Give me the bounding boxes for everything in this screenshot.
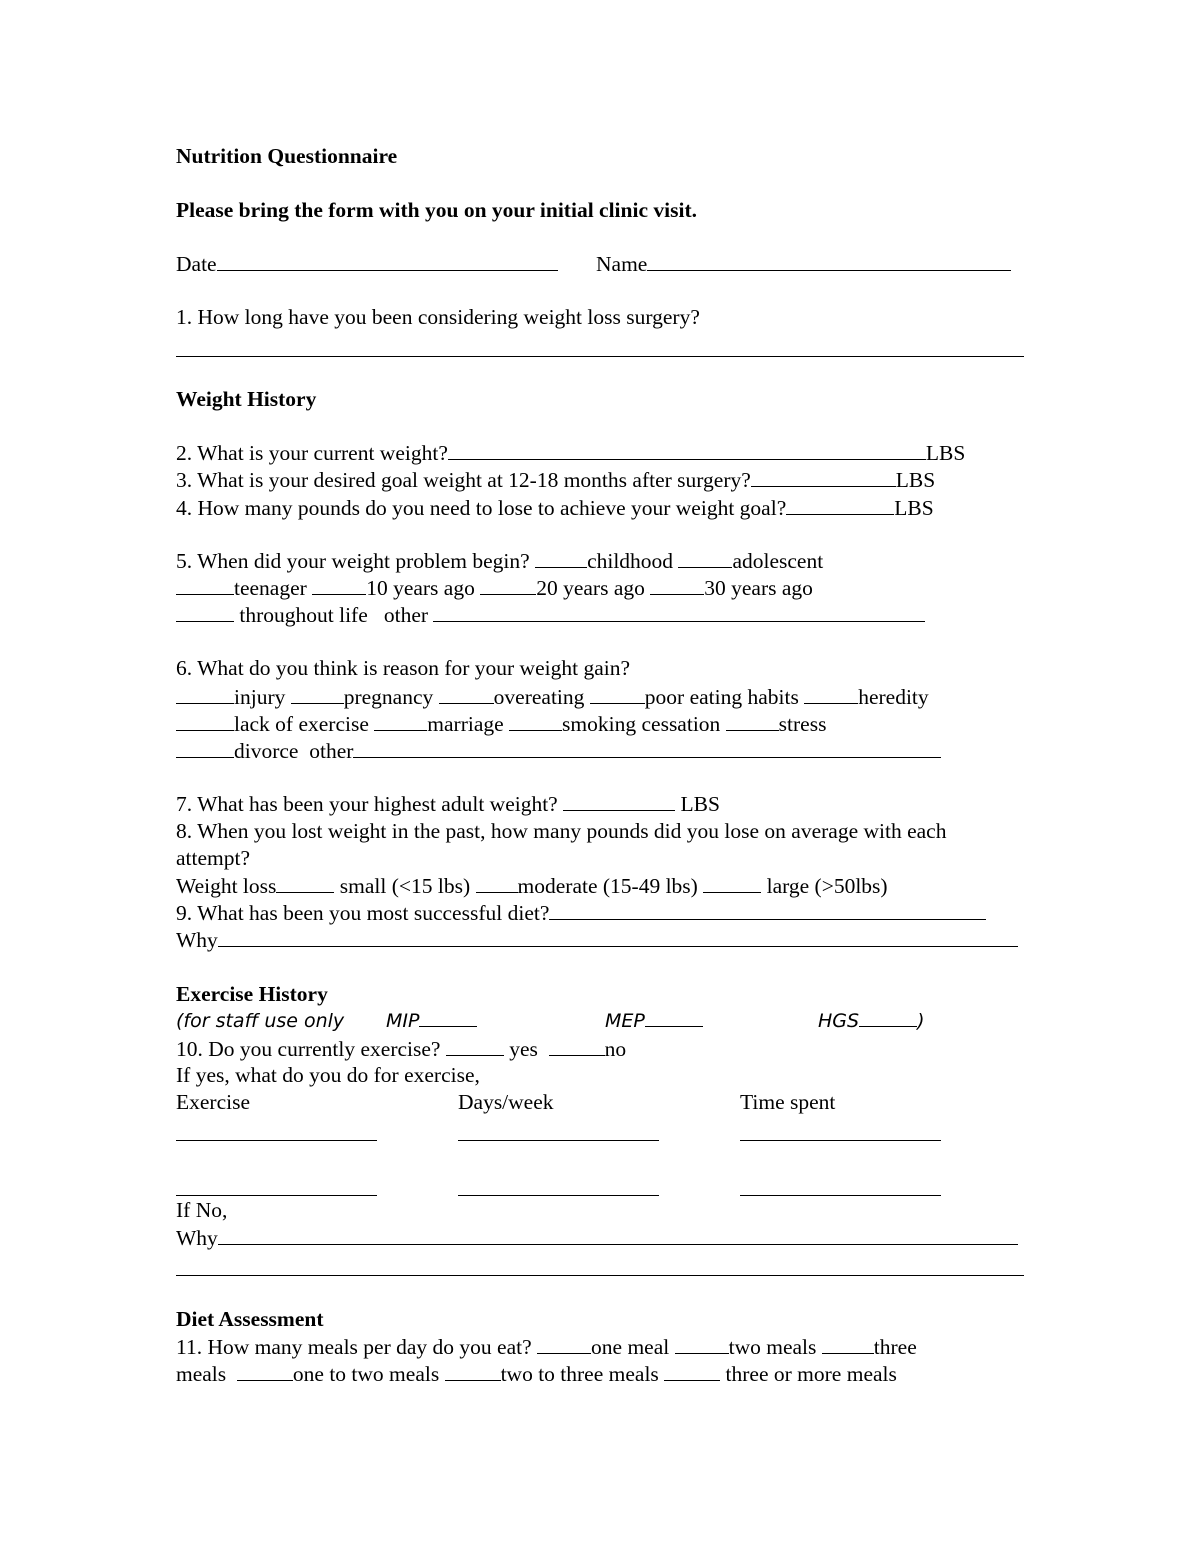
question-8-options: Weight loss small (<15 lbs) moderate (15-49 lbs) large (>50lbs) — [176, 874, 888, 898]
column-days-per-week: Days/week — [458, 1090, 554, 1114]
instruction-text: Please bring the form with you on your initial clinic visit. — [176, 198, 697, 222]
question-5-options-row-2: teenager 10 years ago 20 years ago 30 years ago — [176, 574, 813, 601]
mep-field-group: MEP — [605, 1008, 703, 1035]
checkbox-blank[interactable] — [276, 872, 334, 893]
why-continuation-line[interactable] — [176, 1275, 1024, 1276]
question-5-options-row-3: throughout life other — [176, 601, 925, 628]
question-3: 3. What is your desired goal weight at 12-18 months after surgery? LBS — [176, 468, 936, 492]
question-2: 2. What is your current weight? LBS — [176, 441, 966, 465]
question-6-options-row-1: injury pregnancy overeating poor eating habits heredity — [176, 683, 929, 710]
highest-weight-field[interactable] — [563, 790, 675, 811]
lbs-unit: LBS — [680, 792, 720, 816]
exercise-why-row: Why — [176, 1224, 1018, 1251]
checkbox-blank[interactable] — [535, 547, 587, 568]
checkbox-blank[interactable] — [446, 1035, 504, 1056]
column-time-spent: Time spent — [740, 1090, 836, 1114]
checkbox-blank[interactable] — [374, 710, 427, 731]
question-9: 9. What has been you most successful diet? — [176, 899, 986, 926]
other-label: other — [383, 603, 429, 627]
question-6: 6. What do you think is reason for your weight gain? — [176, 656, 630, 680]
if-no-text: If No, — [176, 1198, 228, 1222]
checkbox-blank[interactable] — [549, 1035, 605, 1056]
lbs-unit: LBS — [895, 468, 936, 492]
column-exercise: Exercise — [176, 1090, 251, 1114]
checkbox-blank[interactable] — [675, 1333, 729, 1354]
exercise-field-1[interactable] — [176, 1140, 377, 1141]
checkbox-blank[interactable] — [650, 574, 704, 595]
exercise-field-2[interactable] — [176, 1195, 377, 1196]
date-row — [176, 250, 558, 277]
three-meals-part-1: three — [873, 1335, 917, 1359]
question-8-continued: attempt? — [176, 846, 251, 870]
checkbox-blank[interactable] — [445, 1360, 501, 1381]
checkbox-blank[interactable] — [703, 872, 761, 893]
checkbox-blank[interactable] — [176, 683, 234, 704]
checkbox-blank[interactable] — [509, 710, 562, 731]
question-11: 11. How many meals per day do you eat? one meal two meals three — [176, 1335, 917, 1359]
weight-history-heading: Weight History — [176, 387, 317, 411]
question-7: 7. What has been your highest adult weight? LBS — [176, 792, 720, 816]
date-field[interactable] — [217, 250, 558, 271]
checkbox-blank[interactable] — [176, 737, 234, 758]
checkbox-blank[interactable] — [176, 601, 234, 622]
why-field[interactable] — [218, 926, 1018, 947]
question-11-options-row-2: meals one to two meals two to three meals three or more meals — [176, 1362, 897, 1386]
time-field-2[interactable] — [740, 1195, 941, 1196]
checkbox-blank[interactable] — [678, 547, 732, 568]
checkbox-blank[interactable] — [664, 1360, 720, 1381]
successful-diet-field[interactable] — [549, 899, 986, 920]
other-field[interactable] — [353, 737, 941, 758]
question-10: 10. Do you currently exercise? yes no — [176, 1037, 627, 1061]
date-label: Date — [176, 252, 217, 276]
checkbox-blank[interactable] — [176, 710, 234, 731]
current-weight-field[interactable] — [448, 439, 926, 460]
checkbox-blank[interactable] — [237, 1360, 293, 1381]
lbs-unit: LBS — [894, 496, 934, 520]
name-label: Name — [596, 252, 648, 276]
checkbox-blank[interactable] — [176, 574, 234, 595]
other-label: other — [309, 739, 354, 763]
question-5: 5. When did your weight problem begin? childhood adolescent — [176, 549, 824, 573]
page-title: Nutrition Questionnaire — [176, 144, 398, 168]
mep-field[interactable] — [645, 1009, 703, 1027]
question-6-options-row-3: divorce other — [176, 737, 941, 764]
why-field[interactable] — [218, 1224, 1018, 1245]
checkbox-blank[interactable] — [537, 1333, 591, 1354]
pounds-to-lose-field[interactable] — [786, 494, 894, 515]
diet-assessment-heading: Diet Assessment — [176, 1307, 324, 1331]
checkbox-blank[interactable] — [312, 574, 366, 595]
if-yes-text: If yes, what do you do for exercise, — [176, 1063, 480, 1087]
checkbox-blank[interactable] — [476, 872, 518, 893]
question-6-options-row-2: lack of exercise marriage smoking cessation stress — [176, 710, 826, 737]
days-field-1[interactable] — [458, 1140, 659, 1141]
lbs-unit: LBS — [925, 441, 966, 465]
question-9-why: Why — [176, 926, 1018, 953]
mip-field-group: MIP — [386, 1008, 477, 1035]
q1-answer-line[interactable] — [176, 356, 1024, 357]
checkbox-blank[interactable] — [480, 574, 536, 595]
question-1: 1. How long have you been considering weight loss surgery? — [176, 305, 700, 329]
name-field[interactable] — [647, 250, 1011, 271]
three-meals-part-2: meals — [176, 1362, 227, 1386]
question-8: 8. When you lost weight in the past, how many pounds did you lose on average with each — [176, 819, 947, 843]
mip-field[interactable] — [419, 1009, 477, 1027]
days-field-2[interactable] — [458, 1195, 659, 1196]
checkbox-blank[interactable] — [822, 1333, 874, 1354]
other-field[interactable] — [433, 601, 925, 622]
question-4: 4. How many pounds do you need to lose to achieve your weight goal? LBS — [176, 496, 934, 520]
time-field-1[interactable] — [740, 1140, 941, 1141]
checkbox-blank[interactable] — [804, 683, 858, 704]
hgs-field-group: HGS ) — [818, 1010, 925, 1032]
staff-use-row: (for staff use only — [176, 1010, 345, 1032]
checkbox-blank[interactable] — [590, 683, 645, 704]
hgs-field[interactable] — [859, 1009, 917, 1027]
exercise-history-heading: Exercise History — [176, 982, 328, 1006]
checkbox-blank[interactable] — [439, 683, 494, 704]
checkbox-blank[interactable] — [291, 683, 344, 704]
goal-weight-field[interactable] — [751, 466, 896, 487]
checkbox-blank[interactable] — [726, 710, 779, 731]
name-row — [596, 250, 1011, 277]
